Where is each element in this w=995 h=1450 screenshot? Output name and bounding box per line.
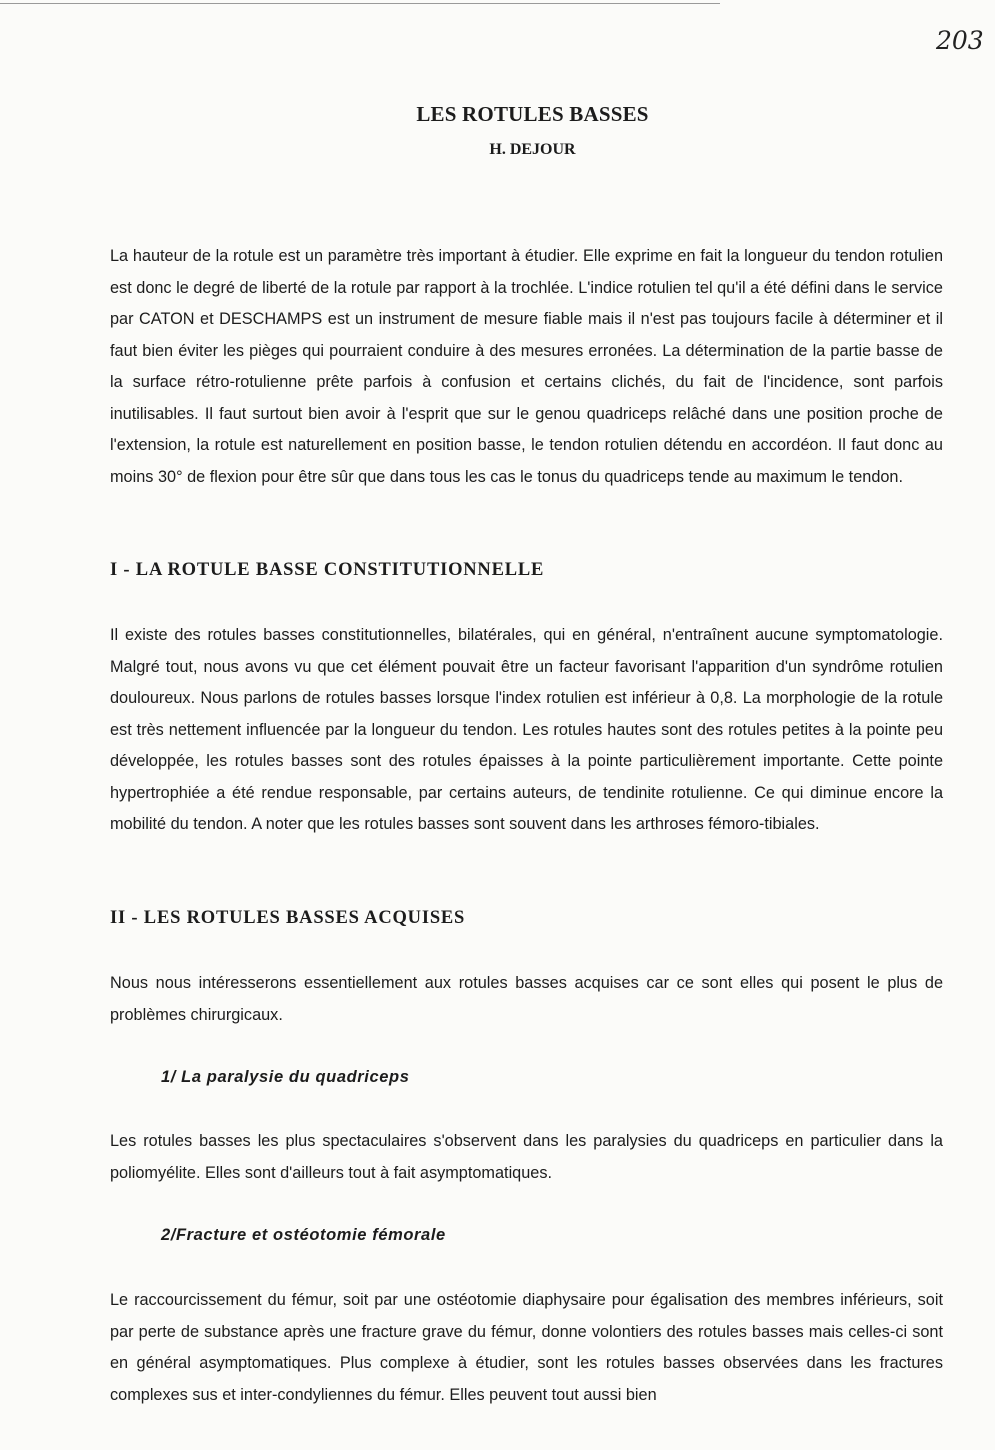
- subheading-paralysie: 1/ La paralysie du quadriceps: [161, 1068, 410, 1086]
- subheading-fracture: 2/Fracture et ostéotomie fémorale: [161, 1226, 446, 1244]
- section2-paragraph: Nous nous intéresserons essentiellement aux rotules basses acquises car ce sont elles qui posent le plus de problèmes chirurgicaux.: [110, 974, 943, 1024]
- page-title: LES ROTULES BASSES: [416, 102, 649, 126]
- section1-paragraph: Il existe des rotules basses constitutionnelles, bilatérales, qui en général, n'entraînent aucune symptomatologie. Malgré tout, nous avons vu que cet élément pouvait être un facteur favorisant l'apparition d'un syndrôme rotulien douloureux. Nous parlons de rotules basses lorsque l'index rotulien est inférieur à 0,8. La morphologie de la rotule est très nettement influencée par la longueur du tendon. Les rotules hautes sont des rotules petites à la pointe peu développée, les rotules basses sont des rotules épaisses à la pointe particulièrement importante. Cette pointe hypertrophiée a été rendue responsable, par certains auteurs, de tendinite rotulienne. Ce qui diminue encore la mobilité du tendon. A noter que les rotules basses sont souvent dans les arthroses fémoro-tibiales.: [110, 626, 943, 833]
- scan-top-rule: [0, 3, 720, 4]
- intro-paragraph: La hauteur de la rotule est un paramètre très important à étudier. Elle exprime en fait la longueur du tendon rotulien est donc le degré de liberté de la rotule par rapport à la trochlée. L'indice rotulien tel qu'il a été défini dans le service par CATON et DESCHAMPS est un instrument de mesure fiable mais il n'est pas toujours facile à déterminer et il faut bien éviter les pièges qui pourraient conduire à des mesures erronées. La détermination de la partie basse de la surface rétro-rotulienne prête parfois à confusion et certains clichés, du fait de l'incidence, sont parfois inutilisables. Il faut surtout bien avoir à l'esprit que sur le genou quadriceps relâché dans une position proche de l'extension, la rotule est naturellement en position basse, le tendon rotulien détendu en accordéon. Il faut donc au moins 30° de flexion pour être sûr que dans tous les cas le tonus du quadriceps tende au maximum le tendon.: [110, 247, 943, 486]
- section-heading-acquises: II - LES ROTULES BASSES ACQUISES: [110, 908, 466, 928]
- page-number: 203: [936, 26, 984, 55]
- fracture-paragraph: Le raccourcissement du fémur, soit par une ostéotomie diaphysaire pour égalisation des membres inférieurs, soit par perte de substance après une fracture grave du fémur, donne volontiers des rotules basses mais celles-ci sont en général asymptomatiques. Plus complexe à étudier, sont les rotules basses observées dans les fractures complexes sus et inter-condyliennes du fémur. Elles peuvent tout aussi bien: [110, 1291, 943, 1404]
- section-heading-constitutionnelle: I - LA ROTULE BASSE CONSTITUTIONNELLE: [110, 560, 545, 580]
- paralysie-paragraph: Les rotules basses les plus spectaculaires s'observent dans les paralysies du quadriceps en particulier dans la poliomyélite. Elles sont d'ailleurs tout à fait asymptomatiques.: [110, 1132, 943, 1182]
- author-name: H. DEJOUR: [489, 141, 576, 158]
